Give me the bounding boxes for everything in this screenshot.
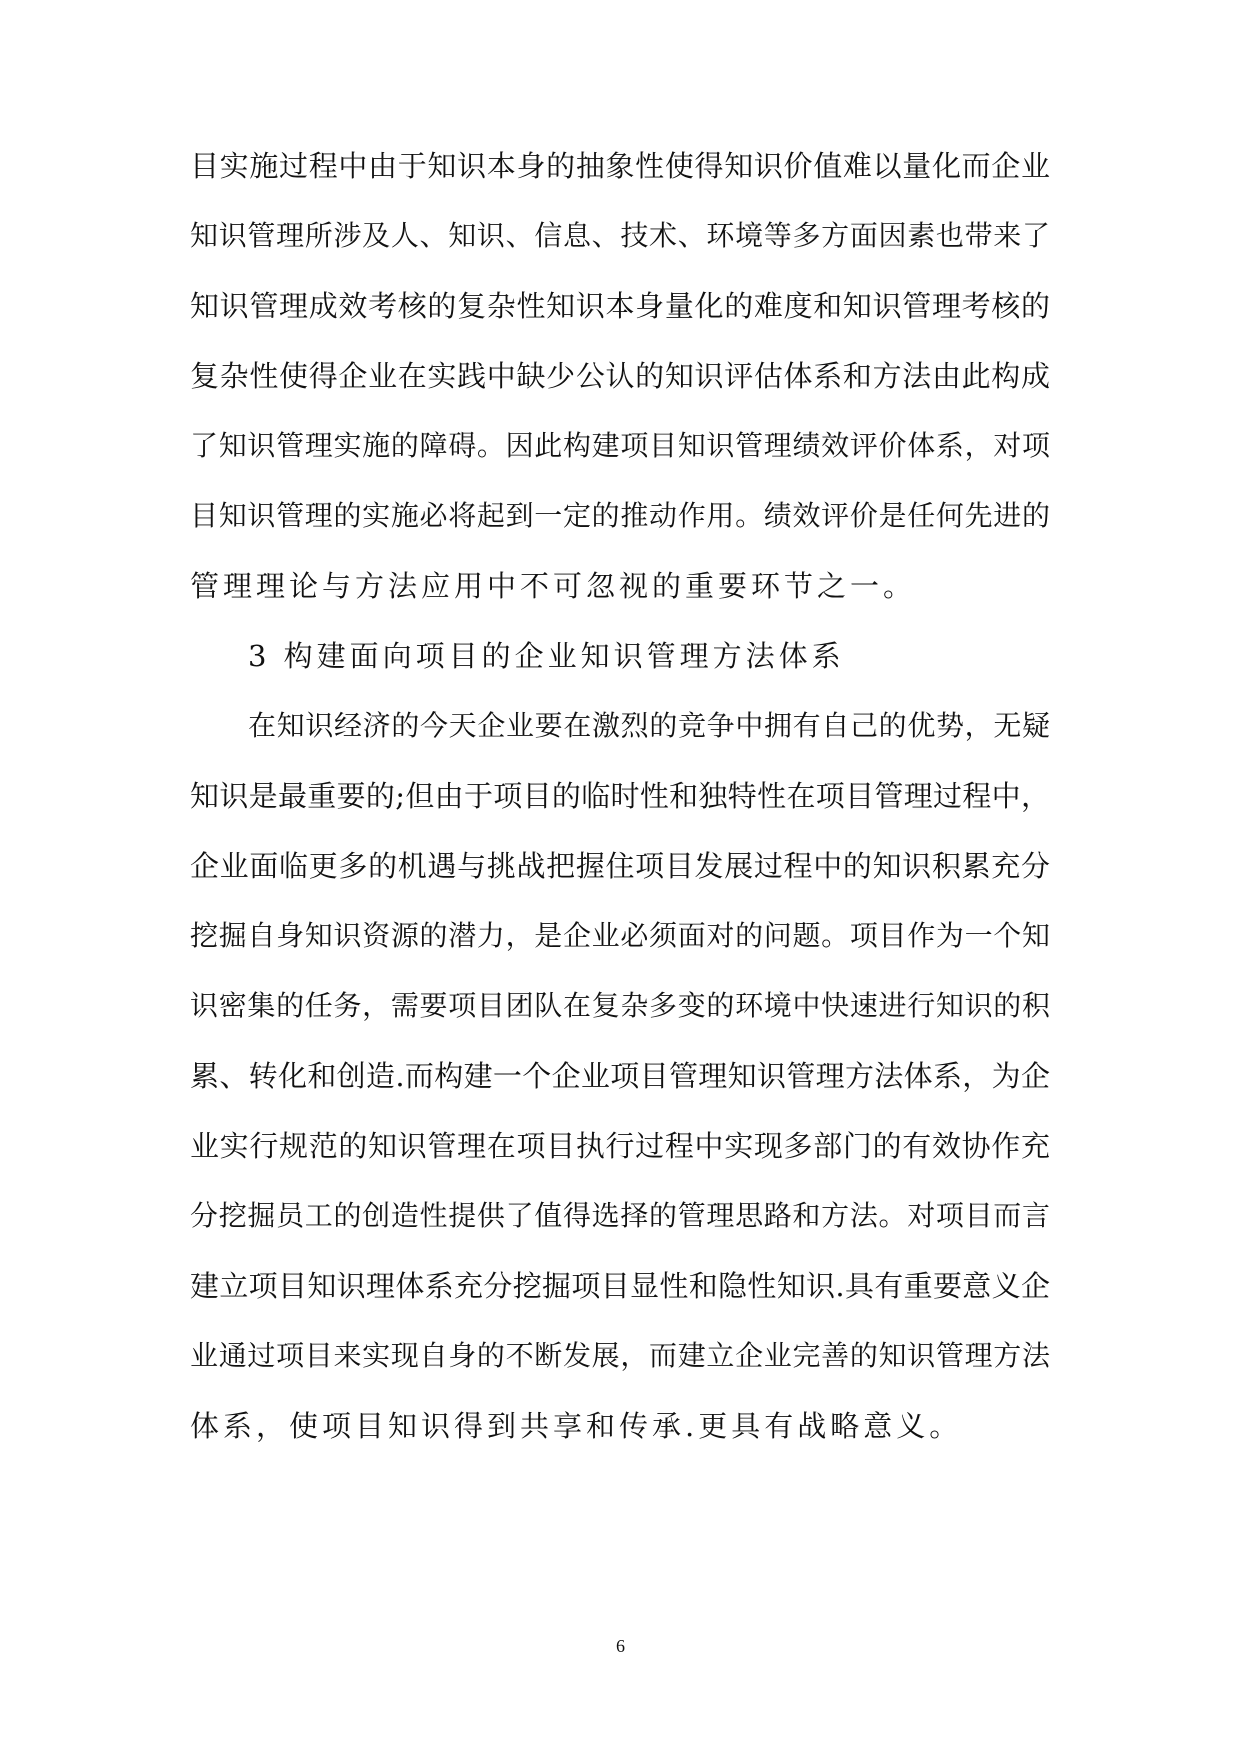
paragraph-line: 挖掘自身知识资源的潜力，是企业必须面对的问题。项目作为一个知 bbox=[190, 919, 1050, 952]
paragraph-line: 知识管理成效考核的复杂性知识本身量化的难度和知识管理考核的 bbox=[190, 289, 1050, 323]
paragraph-line: 在知识经济的今天企业要在激烈的竞争中拥有自己的优势，无疑 bbox=[248, 709, 1050, 742]
paragraph-line: 业实行规范的知识管理在项目执行过程中实现多部门的有效协作充 bbox=[190, 1129, 1050, 1163]
paragraph-line: 复杂性使得企业在实践中缺少公认的知识评估体系和方法由此构成 bbox=[190, 359, 1050, 393]
paragraph-line: 知识是最重要的;但由于项目的临时性和独特性在项目管理过程中， bbox=[190, 779, 1050, 813]
paragraph-line: 管理理论与方法应用中不可忽视的重要环节之一。 bbox=[190, 569, 917, 603]
paragraph-line: 识密集的任务，需要项目团队在复杂多变的环境中快速进行知识的积 bbox=[190, 989, 1050, 1022]
paragraph-line: 了知识管理实施的障碍。因此构建项目知识管理绩效评价体系，对项 bbox=[190, 429, 1050, 462]
paragraph-line: 体系，使项目知识得到共享和传承.更具有战略意义。 bbox=[190, 1409, 963, 1443]
paragraph-line: 业通过项目来实现自身的不断发展，而建立企业完善的知识管理方法 bbox=[190, 1339, 1050, 1372]
paragraph-line: 知识管理所涉及人、知识、信息、技术、环境等多方面因素也带来了 bbox=[190, 219, 1050, 252]
paragraph-line: 建立项目知识理体系充分挖掘项目显性和隐性知识.具有重要意义企 bbox=[190, 1269, 1050, 1303]
paragraph-line: 累、转化和创造.而构建一个企业项目管理知识管理方法体系，为企 bbox=[190, 1059, 1050, 1093]
section-heading: 3 构建面向项目的企业知识管理方法体系 bbox=[248, 639, 845, 673]
page-number: 6 bbox=[616, 1636, 625, 1656]
paragraph-line: 企业面临更多的机遇与挑战把握住项目发展过程中的知识积累充分 bbox=[190, 849, 1050, 883]
paragraph-line: 目知识管理的实施必将起到一定的推动作用。绩效评价是任何先进的 bbox=[190, 499, 1050, 532]
paragraph-line: 目实施过程中由于知识本身的抽象性使得知识价值难以量化而企业 bbox=[190, 149, 1050, 183]
paragraph-line: 分挖掘员工的创造性提供了值得选择的管理思路和方法。对项目而言 bbox=[190, 1199, 1050, 1232]
